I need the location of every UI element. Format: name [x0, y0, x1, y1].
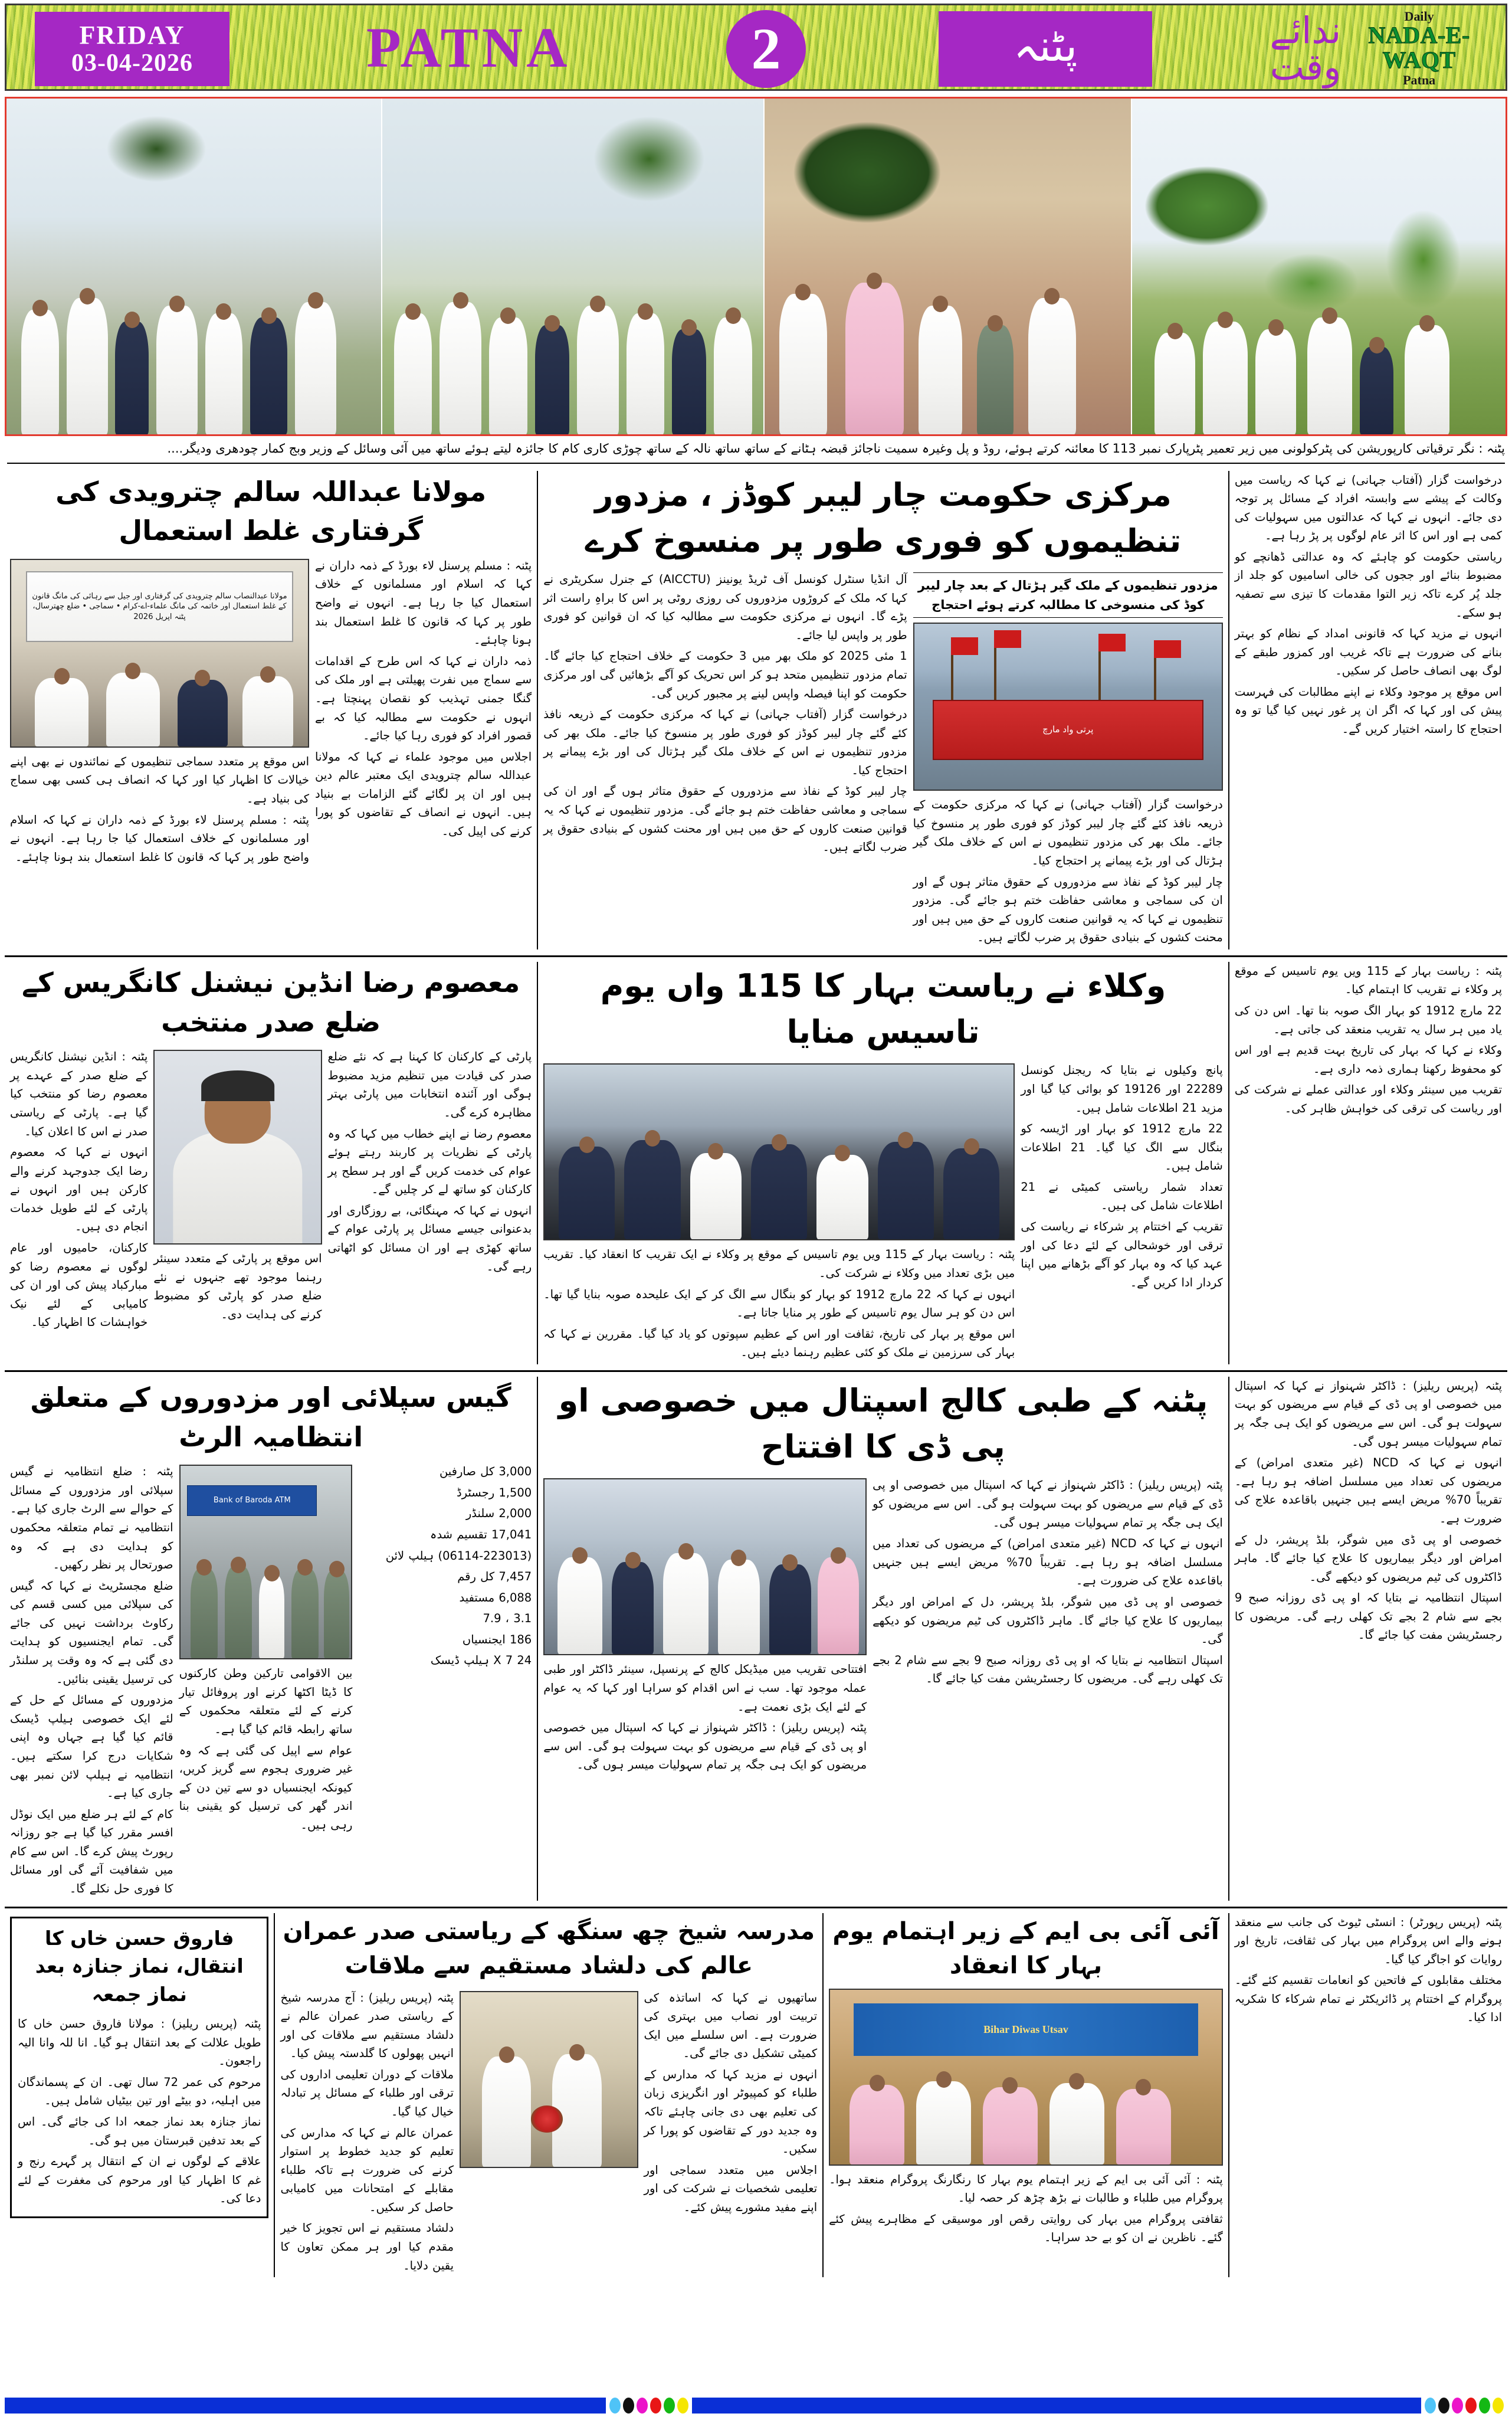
- article-block-row2: [5, 957, 1507, 1372]
- photo-masoom-raza-portrait: [153, 1050, 322, 1245]
- stat-value-agencies: 186: [509, 1632, 532, 1646]
- column-row3-left: [5, 1377, 538, 1901]
- photo-officials-green-park: [381, 99, 763, 434]
- photo-gas-agency-shop: [179, 1465, 353, 1659]
- article-masoom-body-mid: اس موقع پر پارٹی کے متعدد سینئر رہنما موجود تھے جنہوں نے نئے ضلع صدر کو پارٹی کو مضبوط کرنے کی ہدایت دی۔: [153, 1252, 322, 1321]
- article-labour-codes-body-b: آل انڈیا سنٹرل کونسل آف ٹریڈ یونینز (AICCTU) کے جنرل سکریٹری نے کہا کہ ملک کے کروڑوں مزدوروں کی روزی روٹی پر اس کا براہِ راست اثر پڑے گا۔ انہوں نے مرکزی حکومت سے مطالبہ کیا کہ ان قوانین کو فوری طور پر واپس لیا جائے۔ 1 مئی 2025 کو ملک بھر میں 3 حکومت کے خلاف احتجاج کیا جائے گا۔ تمام مزدور تنظیمیں متحد ہو کر اس تحریک کو آگے بڑھائیں گی اور مرکزی حکومت کو اپنا فیصلہ واپس لینے پر مجبور کریں گی۔ درخواست گزار (آفتاب جہانی) نے کہا کہ مرکزی حکومت کے ذریعہ نافذ کئے گئے چار لیبر کوڈز کو فوری طور پر منسوخ کیا جائے۔ ملک بھر کی مزدور تنظیموں نے اس کے خلاف ملک گیر ہڑتال کی اور بڑے پیمانے پر احتجاج کیا۔ چار لیبر کوڈ کے نفاذ سے مزدوروں کے حقوق متاثر ہوں گے اور ان کی سماجی و معاشی حفاظت ختم ہو جائے گی۔ مزدور تنظیموں نے کہا کہ یہ قوانین صنعت کاروں کے حق میں ہیں اور محنت کشوں کے بنیادی حقوق پر ضرب لگاتے ہیں۔: [543, 572, 907, 854]
- stat-value-helpline: (06114-223013): [438, 1548, 532, 1563]
- headline-masoom-raza-president: معصوم رضا انڈین نیشنل کانگریس کے ضلع صدر منتخب: [21, 966, 520, 1038]
- headline-maulana-arrest: مولانا عبداللہ سالم چترویدی کی گرفتاری غلط استعمال: [55, 475, 487, 547]
- article-block-row4: [5, 1908, 1507, 2284]
- column-row1-center: [538, 471, 1229, 949]
- masthead-date-box: [35, 12, 229, 86]
- article-bihar-day-body: پٹنہ : ریاست بہار کے 115 ویں یوم تاسیس کے موقع پر وکلاء نے ایک تقریب کا انعقاد کیا۔ تقریب میں بڑی تعداد میں وکلاء نے شرکت کی۔ انہوں نے کہا کہ 22 مارچ 1912 کو بہار کو بنگال سے الگ کر کے ایک علیحدہ صوبہ بنایا گیا تھا۔ اس دن کو ہر سال یوم تاسیس کے طور پر منایا جاتا ہے۔ اس موقع پر بہار کی تاریخ، ثقافت اور اس کے عظیم سپوتوں کو یاد کیا گیا۔ مقررین نے کہا کہ بہار کی سرزمین نے ملک کو کئی عظیم رہنما دیئے ہیں۔: [543, 1247, 1015, 1360]
- stat-value-total-amount: 7,457: [498, 1570, 532, 1584]
- stat-value-beneficiaries: 6,088: [498, 1590, 532, 1604]
- stat-label-beneficiaries: مستفید: [459, 1590, 495, 1604]
- article-bihar-day-body-side: پانچ وکیلوں نے بتایا کہ ریجنل کونسل 22289 اور 19126 کو بوائی کیا گیا اور مزید 21 اطلاعات شامل ہیں۔ 22 مارچ 1912 کو بہار اور اڑیسہ کو بنگال سے الگ کیا گیا۔ 21 اطلاعات شامل ہیں۔ تعداد شمار ریاستی کمیٹی نے 21 اطلاعات شامل کی ہیں۔ تقریب کے اختتام پر شرکاء نے ریاست کی ترقی اور خوشحالی کے لئے دعا کی اور عہد کیا کہ وہ بہار کو آگے بڑھانے میں اپنا کردار ادا کریں گے۔: [1021, 1063, 1223, 1289]
- column-row4-center-right: [824, 1913, 1229, 2278]
- column-row2-left: [5, 962, 538, 1364]
- color-dot-green-2: [664, 2398, 675, 2414]
- photo-minister-street-visit: [6, 99, 381, 434]
- article-opd-body-b: افتتاحی تقریب میں میڈیکل کالج کے پرنسپل، سینئر ڈاکٹر اور طبی عملہ موجود تھا۔ سب نے اس اقدام کو سراہا اور کہا کہ یہ عوام کے لئے ایک بڑی نعمت ہے۔ پٹنہ (پریس ریلیز) : ڈاکٹر شہنواز نے کہا کہ اسپتال میں خصوصی او پی ڈی کے قیام سے مریضوں کو بہت سہولت ہو گی۔ اس سے مریضوں کو ایک ہی جگہ پر تمام سہولیات میسر ہوں گی۔: [543, 1662, 867, 1772]
- color-dot-red: [1465, 2398, 1477, 2414]
- masthead-date: 03-04-2026: [71, 50, 193, 77]
- footer-bar-segment-right: [5, 2398, 606, 2414]
- photo-opd-inauguration: [543, 1478, 867, 1655]
- registration-dots-left: [1421, 2398, 1507, 2414]
- subhead-labour-codes: مزدور تنظیموں کے ملک گیر ہڑتال کے بعد چار لیبر کوڈ کی منسوخی کا مطالبہ کرتے ہوئے احتجاج: [913, 572, 1223, 618]
- photo-bihar-diwas-event: [829, 1989, 1223, 2166]
- color-dot-yellow-2: [677, 2398, 688, 2414]
- headline-gas-supply-alert: گیس سپلائی اور مزدوروں کے متعلق انتظامیہ الرٹ: [30, 1381, 511, 1453]
- article-opd-body-right: پٹنہ (پریس ریلیز) : ڈاکٹر شہنواز نے کہا کہ اسپتال میں خصوصی او پی ڈی کے قیام سے مریضوں کو بہت سہولت ہو گی۔ اس سے مریضوں کو ایک ہی جگہ پر تمام سہولیات میسر ہوں گی۔ انہوں نے کہا کہ NCD (غیر متعدی امراض) کے مریضوں کی تعداد میں مسلسل اضافہ ہو رہا ہے۔ تقریباً 70% مریض ایسے ہیں جنہیں باقاعدہ علاج کی ضرورت ہے۔ خصوصی او پی ڈی میں شوگر، بلڈ پریشر، دل کے امراض اور دیگر بیماریوں کا علاج کیا جائے گا۔ ماہر ڈاکٹروں کی ٹیم مریضوں کو دیکھے گی۔ اسپتال انتظامیہ نے بتایا کہ او پی ڈی روزانہ صبح 9 بجے سے شام 2 بجے تک کھلی رہے گی۔ مریضوں کا رجسٹریشن مفت کیا جائے گا۔: [1234, 1378, 1502, 1642]
- article-opd-body-a: پٹنہ (پریس ریلیز) : ڈاکٹر شہنواز نے کہا کہ اسپتال میں خصوصی او پی ڈی کے قیام سے مریضوں کو بہت سہولت ہو گی۔ اس سے مریضوں کو ایک ہی جگہ پر تمام سہولیات میسر ہوں گی۔ انہوں نے کہا کہ NCD (غیر متعدی امراض) کے مریضوں کی تعداد میں مسلسل اضافہ ہو رہا ہے۔ تقریباً 70% مریض ایسے ہیں جنہیں باقاعدہ علاج کی ضرورت ہے۔ خصوصی او پی ڈی میں شوگر، بلڈ پریشر، دل کے امراض اور دیگر بیماریوں کا علاج کیا جائے گا۔ ماہر ڈاکٹروں کی ٹیم مریضوں کو دیکھے گی۔ اسپتال انتظامیہ نے بتایا کہ او پی ڈی روزانہ صبح 9 بجے سے شام 2 بجے تک کھلی رہے گی۔ مریضوں کا رجسٹریشن مفت کیا جائے گا۔: [873, 1478, 1223, 1686]
- article-labour-codes-body-a: درخواست گزار (آفتاب جہانی) نے کہا کہ مرکزی حکومت کے ذریعہ نافذ کئے گئے چار لیبر کوڈز کو فوری طور پر منسوخ کیا جائے۔ ملک بھر کی مزدور تنظیموں نے اس کے خلاف ملک گیر ہڑتال کی اور بڑے پیمانے پر احتجاج کیا۔ چار لیبر کوڈ کے نفاذ سے مزدوروں کے حقوق متاثر ہوں گے اور ان کی سماجی و معاشی حفاظت ختم ہو جائے گی۔ مزدور تنظیموں نے کہا کہ یہ قوانین صنعت کاروں کے حق میں ہیں اور محنت کشوں کے بنیادی حقوق پر ضرب لگاتے ہیں۔: [913, 798, 1223, 945]
- stat-label-total-amount: کل رقم: [457, 1570, 495, 1584]
- photo-strip-caption: پٹنہ : نگر ترقیاتی کارپوریشن کی پٹرکولونی میں زیر تعمیر پٹرپارک نمبر 113 کا معائنہ کرتے ہوئے، روڈ و پل وغیرہ سمیت ناجائز قبضہ ہٹانے کے ساتھ ساتھ نالہ کے ساتھ چوڑی کاری کام کا جائزہ لیتے ہوئے ساتھ میں آئی وسائل کے وزیر وبج کمار چودھری ودیگر....: [7, 440, 1505, 464]
- photo-road-construction-colony: [763, 99, 1131, 434]
- logo-paper-name: NADA-E-WAQT: [1368, 21, 1470, 73]
- stat-value-cylinders: 2,000: [498, 1507, 532, 1521]
- article-maulana-body-b: اس موقع پر متعدد سماجی تنظیموں کے نمائندوں نے بھی اپنے خیالات کا اظہار کیا اور کہا کہ انصاف ہی کسی بھی سماج کی بنیاد ہے۔ پٹنہ : مسلم پرسنل لاء بورڈ کے ذمہ داران نے کہا کہ اسلام اور مسلمانوں کے خلاف استعمال کیا جا رہا ہے۔ انہوں نے واضح طور پر کہا کہ قانون کا غلط استعمال بند ہونا چاہئے۔: [10, 754, 310, 864]
- article-masoom-body-left: پٹنہ : انڈین نیشنل کانگریس کے ضلع صدر کے عہدے پر معصوم رضا کو منتخب کیا گیا ہے۔ پارٹی کے ریاستی صدر نے اس کا اعلان کیا۔ انہوں نے کہا کہ معصوم رضا ایک جدوجہد کرنے والے کارکن ہیں اور انہوں نے پارٹی کے لئے طویل خدمات انجام دی ہیں۔ کارکنان، حامیوں اور عام لوگوں نے معصوم رضا کو مبارکباد پیش کی اور ان کی کامیابی کے لئے نیک خواہشات کا اظہار کیا۔: [10, 1050, 148, 1329]
- footer-bar-segment-left: [692, 2398, 1421, 2414]
- column-row2-center: [538, 962, 1229, 1364]
- headline-labour-codes: مرکزی حکومت چار لیبر کوڈز ، مزدور تنظیموں کو فوری طور پر منسوخ کرے: [585, 476, 1182, 559]
- stat-value-total-consumers: 3,000: [498, 1465, 532, 1479]
- article-gas-stats: 3,000 کل صارفین 1,500 رجسٹرڈ 2,000 سلنڈر 17,041 تقسیم شدہ (06114-223013) ہیلپ لائن 7,457 کل رقم 6,088 مستفید 3.1 ، 7.9 186 ایجنسیاں 24 X 7 ہیلپ ڈیسک: [385, 1465, 532, 1668]
- photo-park-playground-inspection: [1131, 99, 1506, 434]
- headline-bihar-115-day: وکلاء نے ریاست بہار کا 115 واں یوم تاسیس منایا: [600, 967, 1166, 1051]
- article-bihar-diwas-body-left: پٹنہ : آئی آئی بی ایم کے زیر اہتمام یوم بہار کا رنگارنگ پروگرام منعقد ہوا۔ پروگرام میں طلباء و طالبات نے بڑھ چڑھ کر حصہ لیا۔ ثقافتی پروگرام میں بہار کی روایتی رقص اور موسیقی کے مظاہرے پیش کئے گئے۔ ناظرین نے ان کو بے حد سراہا۔: [829, 2172, 1223, 2245]
- logo-daily-label: Daily: [1404, 8, 1434, 24]
- stat-value-ratio: 7.9: [483, 1612, 501, 1626]
- masthead-city-urdu: پٹنہ: [1013, 21, 1078, 71]
- stat-label-registered: رجسٹرڈ: [456, 1485, 495, 1499]
- masthead-city-name: PATNA: [366, 16, 571, 79]
- article-bihar-diwas-body-right: پٹنہ (پریس رپورٹر) : انسٹی ٹیوٹ کی جانب سے منعقد ہونے والے اس پروگرام میں بہار کی ثقافت، تاریخ اور روایات کو اجاگر کیا گیا۔ مختلف مقابلوں کے فاتحین کو انعامات تقسیم کئے گئے۔ پروگرام کے اختتام پر ڈائریکٹر نے تمام شرکاء کا شکریہ ادا کیا۔: [1234, 1915, 1502, 2025]
- photo-madrasa-meeting: [460, 1991, 638, 2168]
- article-gas-body-mid: بین الاقوامی تارکین وطن کارکنوں کا ڈیٹا اکٹھا کرنے اور پروفائل تیار کرنے کے لئے متعلقہ محکموں کے ساتھ رابطہ قائم کیا گیا ہے۔ عوام سے اپیل کی گئی ہے کہ وہ غیر ضروری ہجوم سے گریز کریں، کیونکہ ایجنسیاں دو سے تین دن کے اندر گھر کی ترسیل کو یقینی بنا رہی ہیں۔: [179, 1666, 353, 1832]
- stat-label-helpline: ہیلپ لائن: [385, 1548, 434, 1563]
- masthead-logo: [1214, 9, 1491, 89]
- column-row4-right: [1229, 1913, 1507, 2278]
- column-row1-left: [5, 471, 538, 949]
- color-dot-black: [1438, 2398, 1449, 2414]
- column-row4-left: [5, 1913, 275, 2278]
- page-body: [5, 466, 1507, 2284]
- color-dot-black-2: [623, 2398, 634, 2414]
- logo-urdu-name: ندائے وقت: [1270, 9, 1342, 89]
- color-dot-cyan: [1425, 2398, 1436, 2414]
- color-dot-cyan-2: [609, 2398, 621, 2414]
- photo-protest-march: [913, 623, 1223, 791]
- headline-opd-inauguration: پٹنہ کے طبی کالج اسپتال میں خصوصی او پی ڈی کا افتتاح: [558, 1381, 1208, 1466]
- column-row1-right: [1229, 471, 1507, 949]
- stat-value-percent: 3.1: [513, 1612, 532, 1626]
- stat-label-cylinders: سلنڈر: [465, 1507, 495, 1521]
- stat-value-registered: 1,500: [498, 1485, 532, 1499]
- article-maulana-body-a: پٹنہ : مسلم پرسنل لاء بورڈ کے ذمہ داران نے کہا کہ اسلام اور مسلمانوں کے خلاف استعمال کیا جا رہا ہے۔ انہوں نے واضح طور پر کہا کہ قانون کا غلط استعمال بند ہونا چاہئے۔ ذمہ داران نے کہا کہ اس طرح کے اقدامات سے سماج میں نفرت پھیلتی ہے اور ملک کی گنگا جمنی تہذیب کو نقصان پہنچتا ہے۔ انہوں نے حکومت سے مطالبہ کیا کہ بے قصور افراد کو فوری رہا کیا جائے۔ اجلاس میں موجود علماء نے کہا کہ مولانا عبداللہ سالم چترویدی ایک معتبر عالم دین ہیں اور ان پر لگائے گئے الزامات بے بنیاد ہیں۔ انہوں نے انصاف کے تقاضوں کو پورا کرنے کی اپیل کی۔: [315, 558, 532, 838]
- article-madrasa-body-right: ساتھیوں نے کہا کہ اساتذہ کی تربیت اور نصاب میں بہتری کی ضرورت ہے۔ اس سلسلے میں ایک کمیٹی تشکیل دی جائے گی۔ انہوں نے مزید کہا کہ مدارس کے طلباء کو کمپیوٹر اور انگریزی زبان کی تعلیم بھی دی جانی چاہئے تاکہ وہ جدید دور کے تقاضوں کو پورا کر سکیں۔ اجلاس میں متعدد سماجی اور تعلیمی شخصیات نے شرکت کی اور اپنے مفید مشورے پیش کئے۔: [644, 1990, 818, 2214]
- column-row4-center-left: [275, 1913, 824, 2278]
- masthead: [5, 4, 1507, 91]
- headline-madrasa-meeting: مدرسہ شیخ چھ سنگھ کے ریاستی صدر عمران عالم کی دلشاد مستقیم سے ملاقات: [283, 1917, 815, 1979]
- shop-signboard: Bank of Baroda ATM: [187, 1485, 317, 1516]
- article-madrasa-body-left: پٹنہ (پریس ریلیز) : آج مدرسہ شیخ کے ریاستی صدر عمران عالم نے دلشاد مستقیم سے ملاقات کی اور انہیں پھولوں کا گلدستہ پیش کیا۔ ملاقات کے دوران تعلیمی اداروں کی ترقی اور طلباء کے مسائل پر تبادلہ خیال کیا گیا۔ عمران عالم نے کہا کہ مدارس کی تعلیم کو جدید خطوط پر استوار کرنے کی ضرورت ہے تاکہ طلباء مقابلے کے امتحانات میں کامیابی حاصل کر سکیں۔ دلشاد مستقیم نے اس تجویز کا خیر مقدم کیا اور ہر ممکن تعاون کا یقین دلایا۔: [280, 1990, 454, 2272]
- column-row3-right: [1229, 1377, 1507, 1901]
- color-dot-green: [1479, 2398, 1490, 2414]
- logo-edition-label: Patna: [1403, 72, 1436, 87]
- registration-dots-right: [606, 2398, 692, 2414]
- page-number-badge: [726, 10, 806, 88]
- protest-banner-text: پرتی واد مارچ: [933, 700, 1203, 759]
- footer-color-bar: [5, 2396, 1507, 2414]
- stat-value-distributed: 17,041: [491, 1527, 532, 1541]
- color-dot-yellow: [1493, 2398, 1504, 2414]
- column-row2-right: [1229, 962, 1507, 1364]
- photo-press-conference: [10, 559, 309, 748]
- stat-label-helpdesk: 24 X 7 ہیلپ ڈیسک: [430, 1653, 532, 1668]
- column-row3-center: [538, 1377, 1229, 1901]
- press-conference-banner: مولانا عبدالنصاب سالم چترویدی کی گرفتاری اور جیل سے رہائی کی مانگ قانون کے غلط استعمال اور خاتمہ کی مانگ علماء-اے-کرام • سماجی • ضلع چھترسال، پٹنہ اپریل 2026: [26, 571, 293, 642]
- color-dot-magenta-2: [637, 2398, 648, 2414]
- article-obituary-body: پٹنہ (پریس ریلیز) : مولانا فاروق حسن خاں کا طویل علالت کے بعد انتقال ہو گیا۔ انا للہ وانا الیہ راجعون۔ مرحوم کی عمر 72 سال تھی۔ ان کے پسماندگان میں اہلیہ، دو بیٹے اور تین بیٹیاں شامل ہیں۔ نماز جنازہ بعد نماز جمعہ ادا کی جائے گی۔ اس کے بعد تدفین قبرستان میں ہو گی۔ علاقے کے لوگوں نے ان کے انتقال پر گہرے رنج و غم کا اظہار کیا اور مرحوم کی مغفرت کے لئے دعا کی۔: [18, 2017, 261, 2206]
- article-block-row3: [5, 1372, 1507, 1908]
- color-dot-magenta: [1452, 2398, 1463, 2414]
- event-banner-text: Bihar Diwas Utsav: [854, 2003, 1198, 2056]
- article-masoom-body-right: پارٹی کے کارکنان کا کہنا ہے کہ نئے ضلع صدر کی قیادت میں تنظیم مزید مضبوط ہوگی اور آئندہ انتخابات میں پارٹی بہتر مظاہرہ کرے گی۔ معصوم رضا نے اپنے خطاب میں کہا کہ وہ پارٹی کے نظریات پر کاربند رہتے ہوئے عوام کی خدمت کریں گے اور ہر سطح پر کارکنان کو ساتھ لے کر چلیں گے۔ انہوں نے کہا کہ مہنگائی، بے روزگاری اور بدعنوانی جیسے مسائل پر پارٹی عوام کے ساتھ کھڑی ہے اور ان مسائل کو اٹھاتی رہے گی۔: [327, 1050, 532, 1273]
- article-block-row1: [5, 466, 1507, 957]
- article-row1-right-body: درخواست گزار (آفتاب جہانی) نے کہا کہ ریاست میں وکالت کے پیشے سے وابستہ افراد کے مسائل پر توجہ دی جائے۔ انہوں نے کہا کہ عدالتوں میں سہولیات کی کمی ہے اور اس کا اثر عام لوگوں پر پڑ رہا ہے۔ ریاستی حکومت کو چاہئے کہ وہ عدالتی ڈھانچے کو مضبوط بنائے اور ججوں کی خالی اسامیوں کو جلد از جلد پُر کرے تاکہ زیر التوا مقدمات کا تیزی سے تصفیہ ہو سکے۔ انہوں نے مزید کہا کہ قانونی امداد کے نظام کو بہتر بنانے کی ضرورت ہے تاکہ غریب اور کمزور طبقے کے لوگ بھی انصاف حاصل کر سکیں۔ اس موقع پر موجود وکلاء نے اپنے مطالبات کی فہرست پیش کی اور کہا کہ اگر ان پر غور نہیں کیا گیا تو وہ احتجاج کا راستہ اختیار کریں گے۔: [1234, 473, 1502, 736]
- stat-label-total-consumers: کل صارفین: [439, 1465, 495, 1479]
- article-gas-body-left: پٹنہ : ضلع انتظامیہ نے گیس سپلائی اور مزدوروں کے مسائل کے حوالے سے الرٹ جاری کیا ہے۔ انتظامیہ نے تمام متعلقہ محکموں کو ہدایت دی ہے کہ وہ صورتحال پر نظر رکھیں۔ ضلع مجسٹریٹ نے کہا کہ گیس کی سپلائی میں کسی قسم کی رکاوٹ برداشت نہیں کی جائے گی۔ تمام ایجنسیوں کو ہدایت دی گئی ہے کہ وہ وقت پر سلنڈر کی ترسیل یقینی بنائیں۔ مزدوروں کے مسائل کے حل کے لئے ایک خصوصی ہیلپ ڈیسک قائم کیا گیا ہے جہاں وہ اپنی شکایات درج کرا سکتے ہیں۔ انتظامیہ نے ہیلپ لائن نمبر بھی جاری کیا ہے۔ کام کے لئے ہر ضلع میں ایک نوڈل افسر مقرر کیا گیا ہے جو روزانہ رپورٹ پیش کرے گا۔ اس سے کام میں شفافیت آئے گی اور مسائل کا فوری حل نکلے گا۔: [10, 1465, 173, 1895]
- color-dot-red-2: [650, 2398, 661, 2414]
- stat-label-distributed: تقسیم شدہ: [430, 1527, 487, 1541]
- masthead-day: FRIDAY: [79, 21, 185, 50]
- page-number: 2: [751, 16, 781, 81]
- top-photo-strip: [5, 97, 1507, 436]
- photo-lawyers-ceremony: [543, 1063, 1015, 1240]
- stat-label-agencies: ایجنسیاں: [462, 1632, 506, 1646]
- headline-obituary: فاروق حسن خاں کا انتقال، نماز جنازہ بعد نماز جمعہ: [35, 1926, 244, 2006]
- headline-bihar-diwas-iibm: آئی آئی بی ایم کے زیر اہتمام یوم بہار کا انعقاد: [832, 1917, 1219, 1979]
- article-row2-right-sidebody: پٹنہ : ریاست بہار کے 115 ویں یوم تاسیس کے موقع پر وکلاء نے تقریب کا اہتمام کیا۔ 22 مارچ 1912 کو بہار الگ صوبہ بنا تھا۔ اس دن کی یاد میں ہر سال یہ تقریب منعقد کی جاتی ہے۔ وکلاء نے کہا کہ بہار کی تاریخ بہت قدیم ہے اور اس کو محفوظ رکھنا ہماری ذمہ داری ہے۔ تقریب میں سینئر وکلاء اور عدالتی عملے نے شرکت کی اور ریاست کی ترقی کی خواہش ظاہر کی۔: [1234, 964, 1502, 1115]
- masthead-city-urdu-box: [939, 11, 1152, 87]
- obituary-box: [10, 1917, 268, 2218]
